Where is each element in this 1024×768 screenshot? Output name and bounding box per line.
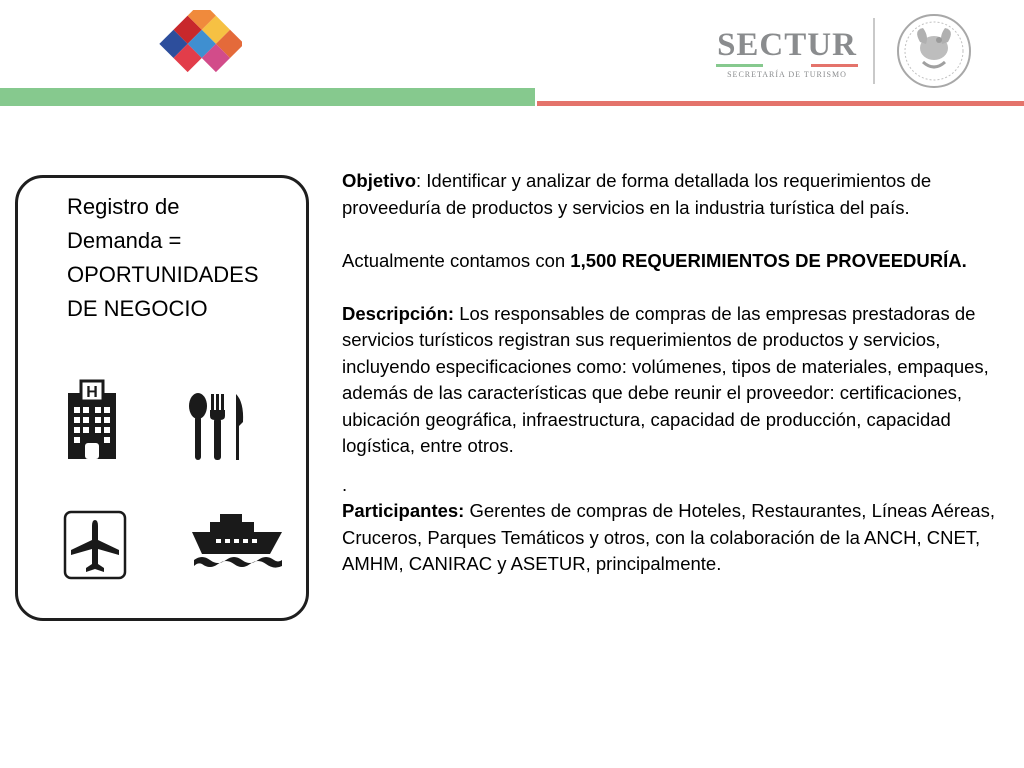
- descripcion-text: Los responsables de compras de las empresas prestadoras de servicios turísticos registran sus requerimientos de productos y servicios, incluyendo especificaciones como: volúmenes, tipos de materiales, empaques, además de las características que debe reunir el proveedor: certificaciones, ubicación geográfica, infraestructura, capacidad de producción, capacidad logística, entre otros.: [342, 302, 989, 456]
- card-title-line: Registro de: [67, 194, 180, 219]
- hotel-badge: H: [86, 384, 98, 401]
- descripcion-paragraph: [342, 301, 1014, 460]
- objetivo-text: : Identificar y analizar de forma detallada los requerimientos de proveeduría de productos y servicios en la industria turística del país.: [342, 170, 932, 218]
- header-green-bar: [0, 88, 535, 106]
- sectur-title: SECTUR: [717, 27, 857, 63]
- participantes-label: Participantes:: [342, 500, 465, 521]
- airplane-icon: [63, 510, 127, 580]
- card-title-line: Demanda =: [67, 228, 182, 253]
- objetivo-paragraph: [342, 168, 1014, 221]
- actual-count: 1,500 REQUERIMIENTOS DE PROVEEDURÍA.: [570, 249, 967, 271]
- sectur-subtitle: SECRETARÍA DE TURISMO: [727, 70, 847, 79]
- card-title-line: OPORTUNIDADES: [67, 262, 259, 287]
- card-title: [67, 190, 297, 326]
- actual-paragraph: [342, 248, 1014, 275]
- participantes-paragraph: [342, 498, 1014, 578]
- cruise-ship-icon: [190, 512, 284, 572]
- descripcion-label: Descripción:: [342, 302, 455, 324]
- multicolor-diamond-logo-icon: [146, 10, 242, 82]
- participantes-text: Gerentes de compras de Hoteles, Restaurantes, Líneas Aéreas, Cruceros, Parques Temáticos y otros, con la colaboración de la ANCH, CNET, AMHM, CANIRAC y ASETUR, principalmente.: [342, 500, 995, 574]
- header-red-bar: [537, 101, 1024, 106]
- hotel-icon: [66, 379, 118, 459]
- header-divider: [873, 18, 875, 84]
- objetivo-label: Objetivo: [342, 170, 417, 191]
- restaurant-icon: [186, 392, 248, 462]
- dot-line: .: [342, 473, 348, 495]
- card-title-line: DE NEGOCIO: [67, 296, 208, 321]
- mexico-seal-icon: [893, 12, 975, 90]
- sectur-logo: [712, 28, 862, 84]
- content-text: [342, 168, 1014, 578]
- actual-prefix: Actualmente contamos con: [342, 249, 571, 271]
- sectur-tricolor-line: [716, 64, 858, 67]
